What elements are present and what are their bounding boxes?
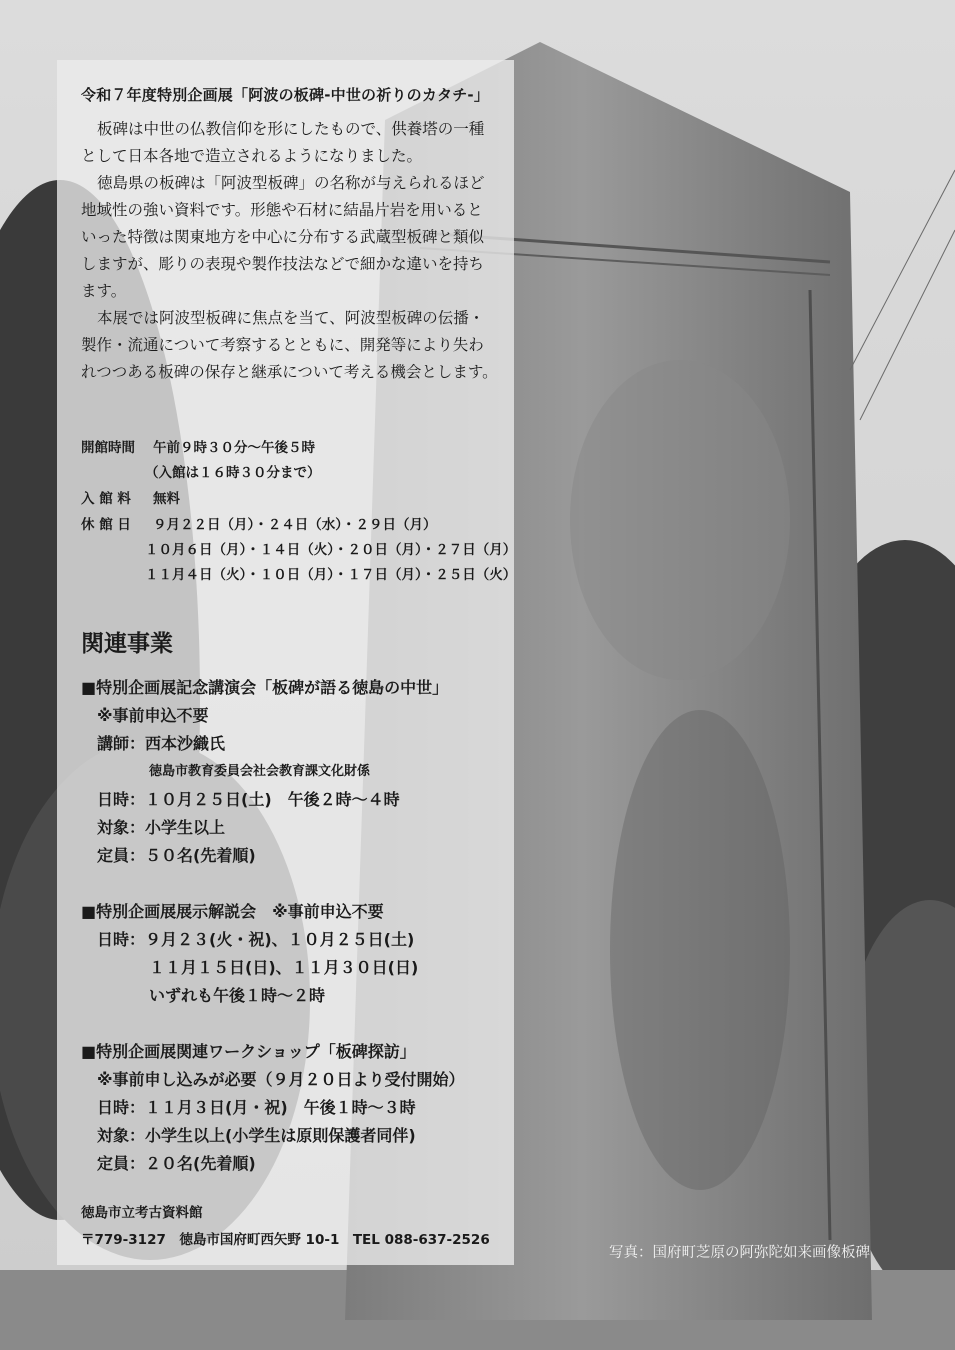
hours-note: （入館は１６時３０分まで） — [145, 465, 321, 481]
museum-address: 〒779-3127 徳島市国府町西矢野 10-1 TEL 088-637-2526 — [81, 1232, 490, 1248]
tour-dates: 日時：９月２３(火・祝)、１０月２５日(土) — [97, 930, 415, 949]
intro-line: 本展では阿波型板碑に焦点を当て、阿波型板碑の伝播・ — [97, 309, 485, 327]
intro-line: 板碑は中世の仏教信仰を形にしたもので、供養塔の一種 — [97, 120, 485, 138]
intro-line: として日本各地で造立されるようになりました。 — [81, 147, 423, 165]
lecture-target: 対象：小学生以上 — [97, 818, 226, 837]
intro-line: ます。 — [81, 282, 127, 300]
intro-line: 製作・流通について考察するとともに、開発等により失わ — [81, 336, 484, 354]
tour-time: いずれも午後１時〜２時 — [149, 986, 326, 1005]
intro-line: いった特徴は関東地方を中心に分布する武蔵型板碑と類似 — [81, 228, 485, 246]
workshop-datetime: 日時：１１月３日(月・祝) 午後１時〜３時 — [97, 1098, 416, 1117]
workshop-title: ■特別企画展関連ワークショップ「板碑探訪」 — [81, 1042, 416, 1061]
lecture-note: ※事前申込不要 — [97, 706, 209, 725]
lecture-title: ■特別企画展記念講演会「板碑が語る徳島の中世」 — [81, 678, 449, 697]
closed-dates: １０月６日（月）・１４日（火）・２０日（月）・２７日（月） — [145, 542, 517, 558]
lecture-capacity: 定員：５０名(先着順) — [97, 846, 256, 865]
fee-label: 入 館 料 — [81, 491, 131, 507]
hours-label: 開館時間 — [81, 440, 135, 456]
workshop-capacity: 定員：２０名(先着順) — [97, 1154, 256, 1173]
tour-dates: １１月１５日(日)、１１月３０日(日) — [149, 958, 419, 977]
tour-title: ■特別企画展展示解説会 ※事前申込不要 — [81, 902, 384, 921]
intro-line: 地域性の強い資料です。形態や石材に結晶片岩を用いると — [81, 201, 483, 219]
museum-name: 徳島市立考古資料館 — [81, 1205, 203, 1221]
intro-line: れつつある板碑の保存と継承について考える機会とします。 — [81, 363, 498, 381]
lecture-affiliation: 徳島市教育委員会社会教育課文化財係 — [149, 764, 371, 779]
closed-label: 休 館 日 — [81, 517, 131, 533]
workshop-note: ※事前申し込みが必要（９月２０日より受付開始） — [97, 1070, 465, 1089]
exhibition-title: 令和７年度特別企画展「阿波の板碑‐中世の祈りのカタチ‐」 — [81, 86, 490, 104]
closed-dates: ９月２２日（月）・２４日（水）・２９日（月） — [153, 517, 437, 533]
closed-dates: １１月４日（火）・１０日（月）・１７日（月）・２５日（火） — [145, 567, 517, 583]
intro-line: しますが、彫りの表現や製作技法などで細かな違いを持ち — [81, 255, 485, 273]
lecture-speaker: 講師：西本沙織氏 — [97, 734, 226, 753]
fee-value: 無料 — [153, 491, 180, 507]
related-events-heading: 関連事業 — [81, 631, 173, 657]
workshop-target: 対象：小学生以上(小学生は原則保護者同伴) — [97, 1126, 416, 1145]
hours-value: 午前９時３０分〜午後５時 — [153, 440, 315, 456]
intro-line: 徳島県の板碑は「阿波型板碑」の名称が与えられるほど — [97, 174, 485, 192]
lecture-datetime: 日時：１０月２５日(土) 午後２時〜４時 — [97, 790, 400, 809]
photo-caption: 写真：国府町芝原の阿弥陀如来画像板碑 — [609, 1245, 870, 1261]
